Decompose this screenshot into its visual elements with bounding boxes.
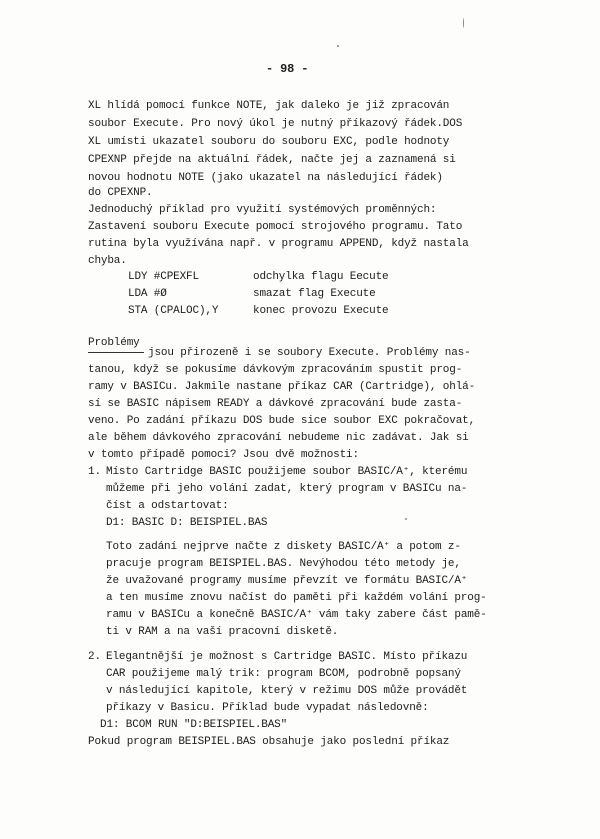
last-line: Pokud program BEISPIEL.BAS obsahuje jako poslední příkaz (88, 736, 450, 748)
paragraph1-line-6: do CPEXNP. (88, 187, 153, 199)
option1-line-1: Místo Cartridge BASIC použijeme soubor BASIC/A⁺, kterému (106, 466, 468, 478)
paragraph2-line-4: chyba. (88, 255, 127, 267)
option1-explanation-4: a ten musíme znovu načíst do paměti při každém volání prog- (106, 592, 487, 604)
option1-number: 1. (88, 466, 101, 478)
option1-explanation-3: že uvažované programy musíme převzít ve formátu BASIC/A⁺ (106, 575, 468, 587)
code-instruction: LDA #Ø (128, 288, 167, 300)
option2-number: 2. (88, 651, 101, 663)
section-heading: Problémy (88, 337, 140, 349)
code-comment: odchylka flagu Eecute (253, 271, 389, 283)
option2-line-4: příkazy v Basicu. Příklad bude vypadat následovně: (106, 702, 429, 714)
paragraph2-line-1: Jednoduchý příklad pro využití systémových proměnných: (88, 204, 437, 216)
option1-line-2: můžeme při jeho volání zadat, který program v BASICu na- (106, 483, 468, 495)
problems-line-4: sí se BASIC nápisem READY a dávkové zpracování bude zasta- (88, 398, 463, 410)
code-comment: smazat flag Execute (253, 288, 376, 300)
option1-explanation-1: Toto zadání nejprve načte z diskety BASIC/A⁺ a potom z- (106, 541, 461, 553)
paragraph1-line-1: XL hlídá pomocí funkce NOTE, jak daleko je již zpracován (88, 100, 450, 112)
paragraph1-line-5: novou hodnotu NOTE (jako ukazatel na následující řádek) (88, 172, 443, 184)
heading-rule (88, 352, 144, 353)
code-instruction: STA (CPALOC),Y (128, 305, 219, 317)
option1-line-3: číst a odstartovat: (106, 500, 229, 512)
page-number: - 98 - (266, 62, 309, 76)
code-instruction: LDY #CPEXFL (128, 271, 199, 283)
paragraph1-line-2: soubor Execute. Pro nový úkol je nutný příkazový řádek.DOS (88, 118, 463, 130)
code-comment: konec provozu Execute (253, 305, 389, 317)
option1-explanation-6: ti v RAM a na vaší pracovní disketě. (106, 626, 339, 638)
problems-line-7: v tomto případě pomoci? Jsou dvě možnosti: (88, 449, 359, 461)
scan-mark (337, 45, 339, 47)
problems-line-2: tanou, když se pokusíme dávkovým zpracováním spustit prog- (88, 364, 463, 376)
scan-mark (463, 18, 464, 28)
option2-line-3: v následující kapitole, který v režimu DOS může provádět (106, 685, 468, 697)
option1-command: D1: BASIC D: BEISPIEL.BAS (106, 517, 268, 529)
problems-line-3: ramy v BASICu. Jakmile nastane příkaz CAR (Cartridge), ohlá- (88, 381, 476, 393)
paragraph2-line-3: rutina byla využívána např. v programu APPEND, když nastala (88, 238, 469, 250)
paragraph2-line-2: Zastavení souboru Execute pomocí strojového programu. Tato (88, 221, 463, 233)
problems-line-5: veno. Po zadání příkazu DOS bude sice soubor EXC pokračovat, (88, 415, 476, 427)
paragraph1-line-3: XL umísti ukazatel souboru do souboru EXC, podle hodnoty (88, 136, 450, 148)
option2-command: D1: BCOM RUN "D:BEISPIEL.BAS" (100, 719, 288, 731)
option1-explanation-2: pracuje program BEISPIEL.BAS. Nevýhodou této metody je, (106, 558, 461, 570)
paragraph1-line-4: CPEXNP přejde na aktuální řádek, načte jej a zaznamená si (88, 154, 456, 166)
option2-line-2: CAR použijeme malý trik: program BCOM, podrobně popsaný (106, 668, 461, 680)
problems-line-6: ale během dávkového zpracování nebudeme nic zadávat. Jak si (88, 432, 469, 444)
scan-mark (405, 518, 407, 520)
problems-line-1: jsou přirozeně i se soubory Execute. Problémy nas- (148, 347, 471, 359)
option1-explanation-5: ramu v BASICu a konečně BASIC/A⁺ vám taky zabere část pamě- (106, 609, 487, 621)
option2-line-1: Elegantnější je možnost s Cartridge BASIC. Místo příkazu (106, 651, 468, 663)
